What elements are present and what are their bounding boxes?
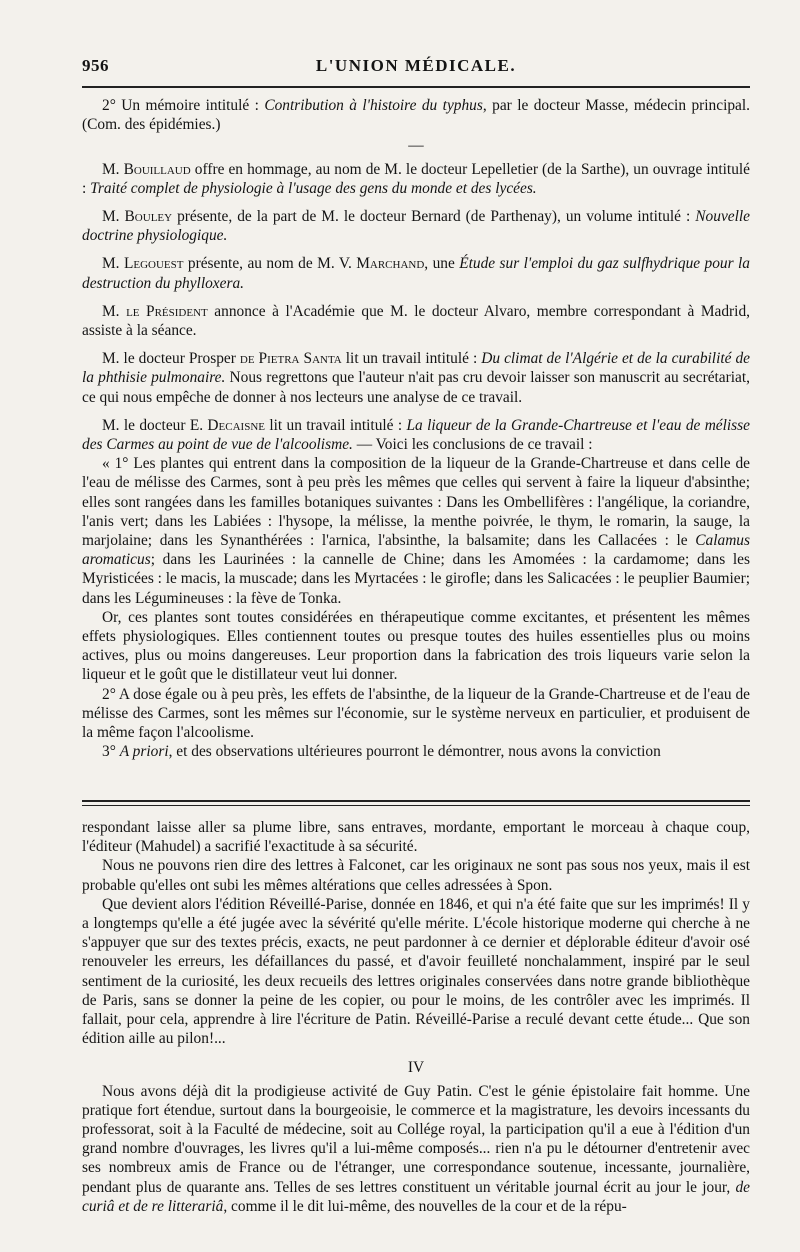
paragraph: M. le docteur E. Decaisne lit un travail intitulé : La liqueur de la Grande-Chartreuse et l'eau de mélisse des Carmes au point de vue de l'alcoolisme. — Voici les conclusions de ce travail : [82, 416, 750, 454]
paragraph: Nous avons déjà dit la prodigieuse activité de Guy Patin. C'est le génie épistolaire fait homme. Une pratique fort étendue, surtout dans la bourgeoisie, le commerce et la magistrature, les devoirs incessants du professorat, soit à la Faculté de médecine, soit au Collége royal, la participation qu'il a eue à l'édition d'un grand nombre d'ouvrages, les livres qu'il a lui-même composés... rien n'a pu le détourner d'entretenir avec ses nombreux amis de France ou de l'étranger, une correspondance soutenue, incessante, journalière, pendant plus de quarante ans. Telles de ses lettres constituent un véritable journal écrit au jour le jour, de curiâ et de re litterariâ, comme il le dit lui-même, des nouvelles de la cour et de la répu- [82, 1082, 750, 1215]
header-rule [82, 86, 750, 88]
paragraph: 2° A dose égale ou à peu près, les effets de l'absinthe, de la liqueur de la Grande-Chartreuse et de l'eau de mélisse des Carmes, sont les mêmes sur l'économie, sur le système nerveux en particulier, et produisent de la même façon l'alcoolisme. [82, 685, 750, 742]
running-title: L'UNION MÉDICALE. [315, 56, 517, 75]
page-header [82, 56, 750, 82]
paragraph: M. Bouley présente, de la part de M. le docteur Bernard (de Parthenay), un volume intitulé : Nouvelle doctrine physiologique. [82, 208, 750, 245]
paragraph: M. Legouest présente, au nom de M. V. Marchand, une Étude sur l'emploi du gaz sulfhydrique pour la destruction du phylloxera. [82, 255, 750, 292]
page-number: 956 [82, 56, 109, 75]
section-number: IV [407, 1059, 425, 1077]
paragraph: 3° A priori, et des observations ultérieures pourront le démontrer, nous avons la conviction [102, 743, 661, 761]
paragraph: respondant laisse aller sa plume libre, sans entraves, mordante, emportant le morceau à chaque coup, l'éditeur (Mahudel) a sacrifié l'exactitude à sa sécurité. [82, 819, 750, 856]
paragraph: M. le docteur Prosper de Pietra Santa lit un travail intitulé : Du climat de l'Algérie et de la curabilité de la phthisie pulmonaire. Nous regrettons que l'auteur n'ait pas cru devoir laisser son manuscrit au secrétariat, ce qui nous empêche de donner à nos lecteurs une analyse de ce travail. [82, 350, 751, 406]
paragraph: M. Bouillaud offre en hommage, au nom de M. le docteur Lepelletier (de la Sarthe), un ouvrage intitulé : Traité complet de physiologie à l'usage des gens du monde et des lycées. [82, 160, 751, 197]
lower-section [82, 818, 750, 1216]
paragraph: Nous ne pouvons rien dire des lettres à Falconet, car les originaux ne sont pas sous nos yeux, mais il est probable qu'elles ont subi les mêmes altérations que celles adressées à Spon. [82, 857, 750, 894]
section-divider [82, 800, 750, 802]
paragraph: Que devient alors l'édition Réveillé-Parise, donnée en 1846, et qui n'a été faite que sur les imprimés! Il y a longtemps qu'elle a été jugée avec la sévérité qu'elle mérite. L'école historique moderne qui cherche à ne s'appuyer que sur des textes précis, exacts, ne peut pardonner à ce dernier et déplorable éditeur d'avoir osé renouveler les erreurs, les défaillances du passé, et d'avoir feuilleté nonchalamment, inspiré par le seul sentiment de la curiosité, les deux recueils des lettres originales conservées dans notre grande bibliothèque de Paris, sans se donner la peine de les copier, ou pour le moins, de les contrôler avec les imprimés. Il fallait, pour cela, apprendre à lire l'écriture de Patin. Réveillé-Parise a reculé devant cette étude... Que son édition aille au pilon!... [82, 895, 750, 1048]
paragraph: M. le Président annonce à l'Académie que M. le docteur Alvaro, membre correspondant à Madrid, assiste à la séance. [82, 302, 750, 340]
paragraph: « 1° Les plantes qui entrent dans la composition de la liqueur de la Grande-Chartreuse et dans celle de l'eau de mélisse des Carmes, sont à peu près les mêmes que celles qui servent à faire la liqueur d'absinthe; elles sont rangées dans les familles botaniques suivantes : Dans les Ombellifères : l'angélique, la coriandre, l'anis vert; dans les Labiées : l'hysope, la mélisse, la menthe poivrée, le thym, le romarin, la sauge, la marjolaine; dans les Synanthérées : l'arnica, l'absinthe, la balsamite; dans les Callacées : le Calamus aromaticus; dans les Laurinées : la cannelle de Chine; dans les Amomées : la cardamome; dans les Myristicées : le macis, la muscade; dans les Myrtacées : le girofle; dans les Salicacées : le peuplier Baumier; dans les Légumineuses : la fève de Tonka. [82, 455, 750, 607]
upper-section [82, 96, 750, 762]
section-divider [82, 805, 750, 806]
paragraph: Or, ces plantes sont toutes considérées en thérapeutique comme excitantes, et présentent les mêmes effets physiologiques. Elles contiennent toutes ou presque toutes des huiles essentielles plus ou moins actives, plus ou moins dangereuses. Leur proportion dans la fabrication des trois liqueurs varie selon la liqueur et le goût que le distillateur veut lui donner. [82, 608, 750, 684]
paragraph: 2° Un mémoire intitulé : Contribution à l'histoire du typhus, par le docteur Masse, médecin principal. (Com. des épidémies.) [82, 97, 750, 134]
separator-dash: — [408, 137, 424, 155]
